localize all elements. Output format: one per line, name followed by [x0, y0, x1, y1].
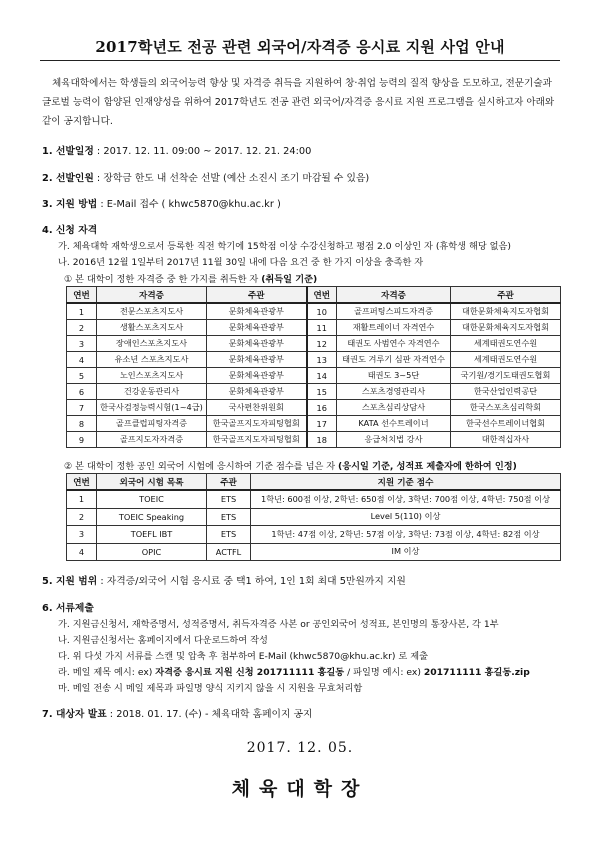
section-schedule — [42, 143, 311, 157]
table-cell: 14 — [307, 368, 337, 384]
header-cell: 주관 — [207, 287, 307, 304]
table-cell: 세계태권도연수원 — [451, 352, 561, 368]
section-text: : 장학금 한도 내 선착순 선발 (예산 소진시 조기 마감될 수 있음) — [93, 173, 370, 184]
table-cell: 4 — [67, 543, 97, 561]
table-cell: 응급처치법 강사 — [337, 432, 451, 448]
section-label: 2. 선발인원 — [42, 173, 94, 184]
table-cell: 3 — [67, 336, 97, 352]
section-label: 1. 선발일정 — [42, 146, 94, 157]
table-cell: 4 — [67, 352, 97, 368]
table-cell: 장애인스포츠지도사 — [97, 336, 207, 352]
language-test-table — [66, 473, 561, 561]
section-eligibility — [42, 222, 97, 236]
table-row — [67, 508, 561, 526]
table-cell: 11 — [307, 320, 337, 336]
table-cell: 5 — [67, 368, 97, 384]
section-documents — [42, 600, 94, 614]
signer-title: 체육대학장 — [231, 778, 369, 800]
table-cell: 대한문화체육지도자협회 — [451, 303, 561, 320]
header-cell: 지원 기준 점수 — [251, 474, 561, 491]
eligibility-language-condition — [64, 458, 517, 472]
section-scope — [42, 573, 406, 587]
table-cell: 9 — [67, 432, 97, 448]
table-cell: 한국산업인력공단 — [451, 384, 561, 400]
table-cell: 한국골프지도자피팅협회 — [207, 432, 307, 448]
table-cell: TOEFL IBT — [97, 526, 207, 544]
table-cell: 골프클럽피팅자격증 — [97, 416, 207, 432]
table-header-row — [67, 474, 561, 491]
eligibility-item-a: 가. 체육대학 재학생으로서 등록한 직전 학기에 15학점 이상 수강신청하고 평점 2.0 이상인 자 (휴학생 해당 없음) — [58, 241, 511, 252]
title-divider — [40, 60, 560, 61]
section-text: : 자격증/외국어 시험 응시료 중 택1 하여, 1인 1회 최대 5만원까지 지원 — [97, 576, 406, 587]
table-row — [67, 400, 561, 416]
table-cell: 골프퍼팅스피드자격증 — [337, 303, 451, 320]
header-cell: 외국어 시험 목록 — [97, 474, 207, 491]
table-cell: 스포츠경영관리사 — [337, 384, 451, 400]
table-cell: 1학년: 600점 이상, 2학년: 650점 이상, 3학년: 700점 이상, 4학년: 750점 이상 — [251, 490, 561, 508]
eligibility-item-b: 나. 2016년 12월 1일부터 2017년 11월 30일 내에 다음 요건 중 한 가지 이상을 충족한 자 — [58, 257, 424, 268]
table-cell: 대한문화체육지도자협회 — [451, 320, 561, 336]
section-label: 5. 지원 범위 — [42, 576, 98, 587]
table-row — [67, 368, 561, 384]
table-cell: 문화체육관광부 — [207, 368, 307, 384]
table-cell: 태권도 3~5단 — [337, 368, 451, 384]
table-cell: 한국사검정능력시험(1~4급) — [97, 400, 207, 416]
table-cell: IM 이상 — [251, 543, 561, 561]
table-cell: TOEIC — [97, 490, 207, 508]
header-cell: 자격증 — [97, 287, 207, 304]
section-label: 7. 대상자 발표 — [42, 709, 107, 720]
table-cell: 전문스포츠지도사 — [97, 303, 207, 320]
table-cell: 13 — [307, 352, 337, 368]
table-cell: 국사편찬위원회 — [207, 400, 307, 416]
table-row — [67, 303, 561, 320]
table-cell: 10 — [307, 303, 337, 320]
table-row — [67, 432, 561, 448]
item-text: / 파일명 예시: ex) — [344, 667, 424, 678]
eligibility-cert-condition — [64, 271, 317, 285]
table-cell: 한국골프지도자피팅협회 — [207, 416, 307, 432]
item-text: 라. 메일 제목 예시: ex) — [58, 667, 156, 678]
section-method — [42, 196, 281, 210]
table-row — [67, 416, 561, 432]
table-cell: 생활스포츠지도사 — [97, 320, 207, 336]
email-subject-example: 자격증 응시료 지원 신청 201711111 홍길동 — [155, 667, 345, 678]
section-quota — [42, 170, 369, 184]
table-cell: KATA 선수트레이너 — [337, 416, 451, 432]
table-cell: 1 — [67, 490, 97, 508]
table-cell: ETS — [207, 508, 251, 526]
table-cell: 태권도 겨루기 심판 자격연수 — [337, 352, 451, 368]
section-label: 4. 신청 자격 — [42, 225, 98, 236]
table-cell: 문화체육관광부 — [207, 320, 307, 336]
table-cell: 노인스포츠지도사 — [97, 368, 207, 384]
table-cell: TOEIC Speaking — [97, 508, 207, 526]
header-cell: 연번 — [67, 287, 97, 304]
header-cell: 연번 — [307, 287, 337, 304]
table-cell: 문화체육관광부 — [207, 352, 307, 368]
table-cell: 골프지도자자격증 — [97, 432, 207, 448]
table-cell: ETS — [207, 526, 251, 544]
table-cell: 1학년: 47점 이상, 2학년: 57점 이상, 3학년: 73점 이상, 4학년: 82점 이상 — [251, 526, 561, 544]
table-cell: 재활트레이너 자격연수 — [337, 320, 451, 336]
table-cell: 문화체육관광부 — [207, 336, 307, 352]
table-cell: 태권도 사범연수 자격연수 — [337, 336, 451, 352]
table-cell: ETS — [207, 490, 251, 508]
table-row — [67, 352, 561, 368]
table-cell: 국기원/경기도태권도협회 — [451, 368, 561, 384]
table-row — [67, 320, 561, 336]
section-label: 3. 지원 방법 — [42, 199, 98, 210]
table-cell: 문화체육관광부 — [207, 384, 307, 400]
table-cell: 12 — [307, 336, 337, 352]
issue-date: 2017. 12. 05. — [246, 740, 354, 756]
table-cell: 2 — [67, 320, 97, 336]
table-row — [67, 336, 561, 352]
condition-text: ② 본 대학이 정한 공인 외국어 시험에 응시하여 기준 점수를 넘은 자 — [64, 461, 339, 472]
table-row — [67, 526, 561, 544]
page-title: 2017학년도 전공 관련 외국어/자격증 응시료 지원 사업 안내 — [95, 38, 505, 56]
section-text: : 2018. 01. 17. (수) - 체육대학 홈페이지 공지 — [106, 709, 313, 720]
table-cell: 3 — [67, 526, 97, 544]
header-cell: 자격증 — [337, 287, 451, 304]
condition-note: (응시일 기준, 성적표 제출자에 한하여 인정) — [338, 461, 517, 472]
documents-item-c: 다. 위 다섯 가지 서류를 스캔 및 압축 후 첨부하여 E-Mail (khwc5870@khu.ac.kr) 로 제출 — [58, 651, 428, 662]
documents-item-d — [58, 664, 530, 678]
table-cell: 스포츠심리상담사 — [337, 400, 451, 416]
table-cell: OPIC — [97, 543, 207, 561]
condition-note: (취득일 기준) — [261, 274, 318, 285]
documents-item-b: 나. 지원금신청서는 홈페이지에서 다운로드하여 작성 — [58, 635, 268, 646]
table-cell: 2 — [67, 508, 97, 526]
section-text: : 2017. 12. 11. 09:00 ~ 2017. 12. 21. 24:00 — [93, 146, 312, 157]
table-cell: 세계태권도연수원 — [451, 336, 561, 352]
table-cell: 유소년 스포츠지도사 — [97, 352, 207, 368]
table-row — [67, 384, 561, 400]
certificate-table — [66, 286, 561, 448]
file-name-example: 201711111 홍길동.zip — [423, 667, 530, 678]
table-cell: 문화체육관광부 — [207, 303, 307, 320]
header-cell: 연번 — [67, 474, 97, 491]
table-cell: 17 — [307, 416, 337, 432]
table-cell: 16 — [307, 400, 337, 416]
table-cell: 한국선수트레이너협회 — [451, 416, 561, 432]
table-cell: 15 — [307, 384, 337, 400]
table-cell: 한국스포츠심리학회 — [451, 400, 561, 416]
table-cell: 6 — [67, 384, 97, 400]
documents-item-a: 가. 지원금신청서, 재학증명서, 성적증명서, 취득자격증 사본 or 공인외국어 성적표, 본인명의 통장사본, 각 1부 — [58, 619, 499, 630]
condition-text: ① 본 대학이 정한 자격증 중 한 가지를 취득한 자 — [64, 274, 262, 285]
table-cell: Level 5(110) 이상 — [251, 508, 561, 526]
table-cell: 8 — [67, 416, 97, 432]
section-announcement — [42, 706, 313, 720]
table-cell: 건강운동관리사 — [97, 384, 207, 400]
section-label: 6. 서류제출 — [42, 603, 94, 614]
table-cell: 18 — [307, 432, 337, 448]
header-cell: 주관 — [207, 474, 251, 491]
table-cell: ACTFL — [207, 543, 251, 561]
section-text: : E-Mail 접수 ( khwc5870@khu.ac.kr ) — [97, 199, 281, 210]
table-header-row — [67, 287, 561, 304]
table-row — [67, 543, 561, 561]
intro-paragraph: 체육대학에서는 학생들의 외국어능력 향상 및 자격증 취득을 지원하여 창·취업 능력의 질적 향상을 도모하고, 전문기술과 글로벌 능력이 함양된 인재양성을 위하여 2017학년도 전공 관련 외국어/자격증 응시료 지원 프로그램을 실시하고자 아래와 같이 공지합니다. — [42, 78, 555, 127]
table-row — [67, 490, 561, 508]
documents-item-e: 마. 메일 전송 시 메일 제목과 파일명 양식 지키지 않을 시 지원을 무효처리함 — [58, 683, 363, 694]
header-cell: 주관 — [451, 287, 561, 304]
table-cell: 대한적십자사 — [451, 432, 561, 448]
table-cell: 1 — [67, 303, 97, 320]
table-cell: 7 — [67, 400, 97, 416]
